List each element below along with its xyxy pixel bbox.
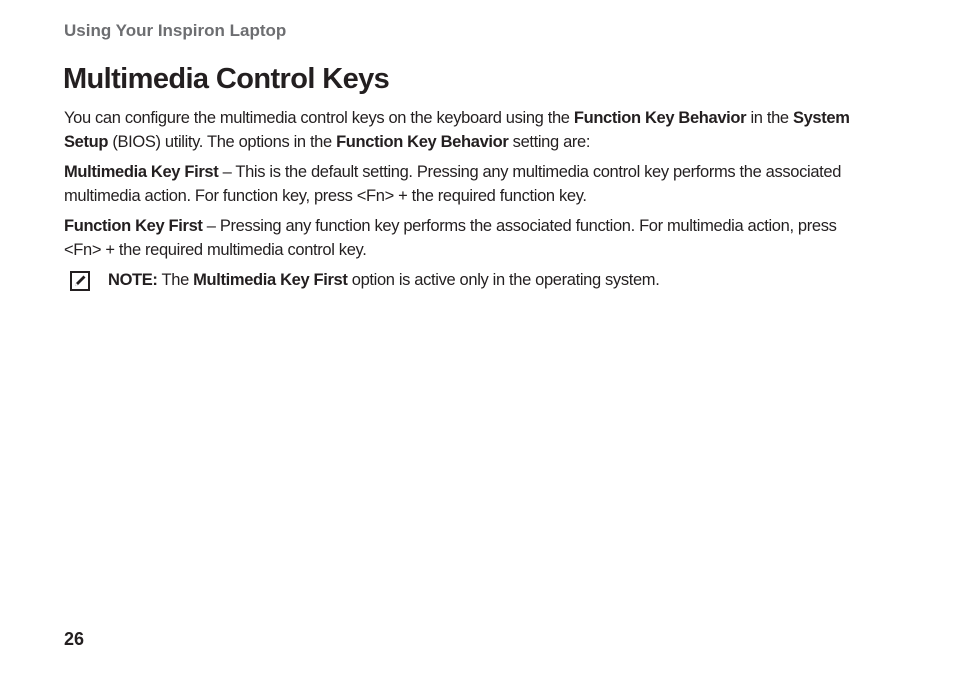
note-text-2: option is active only in the operating system. [347, 271, 660, 289]
note-label: NOTE: [108, 271, 158, 289]
intro-paragraph [64, 106, 864, 154]
option-function-key-first [64, 214, 864, 262]
option-description: – This is the default setting. Pressing any multimedia control key performs the associated multimedia action. For function key, press <Fn> + the required function key. [64, 163, 842, 205]
intro-text-3: (BIOS) utility. The options in the [108, 133, 337, 151]
option-description: – Pressing any function key performs the associated function. For multimedia action, press <Fn> + the required multimedia control key. [64, 217, 837, 259]
option-term: Function Key First [64, 217, 203, 235]
option-multimedia-key-first [64, 160, 864, 208]
intro-text-4: setting are: [508, 133, 591, 151]
intro-term-function-key-behavior-2: Function Key Behavior [336, 133, 509, 151]
note-text [108, 268, 659, 292]
note-text-1: The [157, 271, 194, 289]
body-content [64, 106, 864, 298]
option-term: Multimedia Key First [64, 163, 219, 181]
intro-text-1: You can configure the multimedia control keys on the keyboard using the [64, 109, 574, 127]
note-block [64, 268, 864, 298]
intro-term-system-setup: System Setup [64, 109, 850, 151]
page-title: Multimedia Control Keys [63, 63, 390, 95]
page-number: 26 [64, 629, 85, 649]
note-term-multimedia-key-first: Multimedia Key First [193, 271, 348, 289]
running-head: Using Your Inspiron Laptop [64, 21, 287, 40]
note-pencil-icon [70, 271, 90, 291]
intro-text-2: in the [746, 109, 793, 127]
intro-term-function-key-behavior: Function Key Behavior [573, 109, 747, 127]
